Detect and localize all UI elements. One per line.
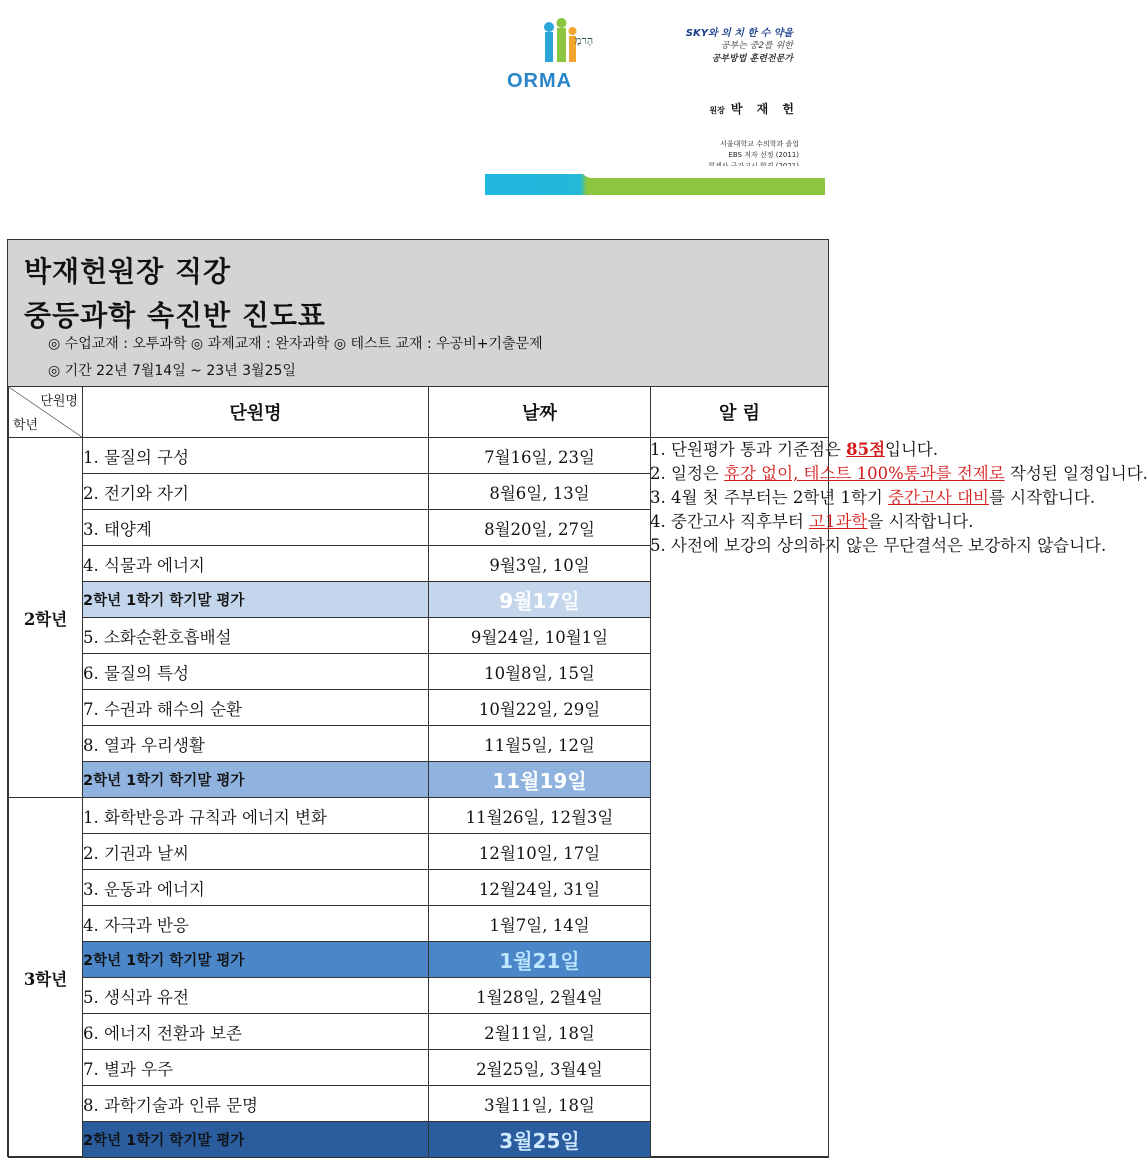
slogan-line-1: SKY와 의 치 한 수 약을 (685, 28, 793, 39)
logo-wordmark: ORMA (507, 70, 573, 92)
date-cell: 9월3일, 10일 (429, 546, 651, 582)
notice-list (651, 438, 1148, 558)
corner-cell (9, 387, 83, 438)
date-cell: 9월17일 (429, 582, 651, 618)
director-name-block (709, 100, 799, 117)
notice-item: 4. 중간고사 직후부터 고1과학을 시작합니다. (671, 510, 828, 534)
unit-cell: 6. 물질의 특성 (83, 654, 429, 690)
unit-cell: 5. 소화순환호흡배설 (83, 618, 429, 654)
slogan-line-3: 공부방법 훈련전문가 (711, 54, 793, 64)
unit-cell: 4. 자극과 반응 (83, 906, 429, 942)
date-cell: 10월8일, 15일 (429, 654, 651, 690)
page-title-line-1: 박재헌원장 직강 (24, 255, 232, 288)
unit-cell: 2학년 1학기 학기말 평가 (83, 582, 429, 618)
page-title-line-2: 중등과학 속진반 진도표 (24, 299, 326, 332)
unit-cell: 2. 기권과 날씨 (83, 834, 429, 870)
director-role: 원장 (709, 106, 725, 115)
schedule-table (8, 386, 1148, 1158)
decorative-color-band (485, 174, 825, 195)
table-row (9, 438, 829, 474)
slogan (686, 27, 793, 66)
date-cell: 3월25일 (429, 1122, 651, 1158)
date-cell: 9월24일, 10월1일 (429, 618, 651, 654)
grade-3-cell: 3학년 (9, 798, 83, 1158)
midterm-prep-note: 중간고사 대비 (888, 488, 989, 507)
unit-cell: 3. 태양계 (83, 510, 429, 546)
corner-grade-label: 학년 (13, 418, 39, 433)
pass-score: 85점 (846, 440, 886, 459)
schedule-sheet (7, 239, 1148, 1157)
slogan-line-2: 공부는 중2를 위한 (720, 41, 793, 51)
unit-cell: 2학년 1학기 학기말 평가 (83, 942, 429, 978)
date-cell: 11월5일, 12일 (429, 726, 651, 762)
date-cell: 1월28일, 2월4일 (429, 978, 651, 1014)
unit-cell: 1. 물질의 구성 (83, 438, 429, 474)
date-cell: 11월19일 (429, 762, 651, 798)
notice-item: 1. 단원평가 통과 기준점은 85점입니다. (671, 438, 828, 462)
date-cell: 8월20일, 27일 (429, 510, 651, 546)
unit-cell: 6. 에너지 전환과 보존 (83, 1014, 429, 1050)
unit-cell: 2학년 1학기 학기말 평가 (83, 762, 429, 798)
column-header-notice: 알 림 (651, 387, 829, 438)
unit-cell: 8. 열과 우리생활 (83, 726, 429, 762)
unit-cell: 7. 별과 우주 (83, 1050, 429, 1086)
career-item: 서울대학교 수의학과 졸업 (720, 140, 799, 148)
date-cell: 8월6일, 13일 (429, 474, 651, 510)
date-cell: 2월25일, 3월4일 (429, 1050, 651, 1086)
unit-cell: 3. 운동과 에너지 (83, 870, 429, 906)
no-break-note: 휴강 없이, 테스트 100%통과를 전제로 (724, 464, 1005, 483)
date-cell: 7월16일, 23일 (429, 438, 651, 474)
corner-unit-label: 단원명 (40, 394, 78, 409)
unit-cell: 8. 과학기술과 인류 문명 (83, 1086, 429, 1122)
date-cell: 1월7일, 14일 (429, 906, 651, 942)
date-cell: 2월11일, 18일 (429, 1014, 651, 1050)
unit-cell: 2학년 1학기 학기말 평가 (83, 1122, 429, 1158)
notice-item: 3. 4월 첫 주부터는 2학년 1학기 중간고사 대비를 시작합니다. (671, 486, 828, 510)
director-name: 박 재 헌 (730, 102, 799, 116)
notice-cell (651, 438, 1148, 1158)
unit-cell: 1. 화학반응과 규칙과 에너지 변화 (83, 798, 429, 834)
unit-cell: 7. 수권과 해수의 순환 (83, 690, 429, 726)
date-cell: 10월22일, 29일 (429, 690, 651, 726)
date-cell: 11월26일, 12월3일 (429, 798, 651, 834)
date-cell: 12월10일, 17일 (429, 834, 651, 870)
notice-item: 5. 사전에 보강의 상의하지 않은 무단결석은 보강하지 않습니다. (671, 534, 828, 558)
table-header-row (9, 387, 829, 438)
date-cell: 1월21일 (429, 942, 651, 978)
career-item: EBS 저자 선정 (2011) (728, 151, 799, 159)
logo-hebrew-text: הָרמָ (575, 34, 594, 47)
textbook-info: ◎ 수업교재 : 오투과학 ◎ 과제교재 : 완자과학 ◎ 테스트 교재 : 우공비+기출문제 (48, 336, 543, 352)
grade-2-cell: 2학년 (9, 438, 83, 798)
title-block (8, 240, 828, 387)
unit-cell: 5. 생식과 유전 (83, 978, 429, 1014)
date-cell: 12월24일, 31일 (429, 870, 651, 906)
orma-logo (503, 18, 613, 98)
period-info: ◎ 기간 22년 7월14일 ~ 23년 3월25일 (48, 363, 296, 379)
column-header-date: 날짜 (429, 387, 651, 438)
date-cell: 3월11일, 18일 (429, 1086, 651, 1122)
column-header-unit: 단원명 (83, 387, 429, 438)
notice-item: 2. 일정은 휴강 없이, 테스트 100%통과를 전제로 작성된 일정입니다. (671, 462, 828, 486)
unit-cell: 2. 전기와 자기 (83, 474, 429, 510)
high-school-science-note: 고1과학 (809, 512, 868, 531)
unit-cell: 4. 식물과 에너지 (83, 546, 429, 582)
